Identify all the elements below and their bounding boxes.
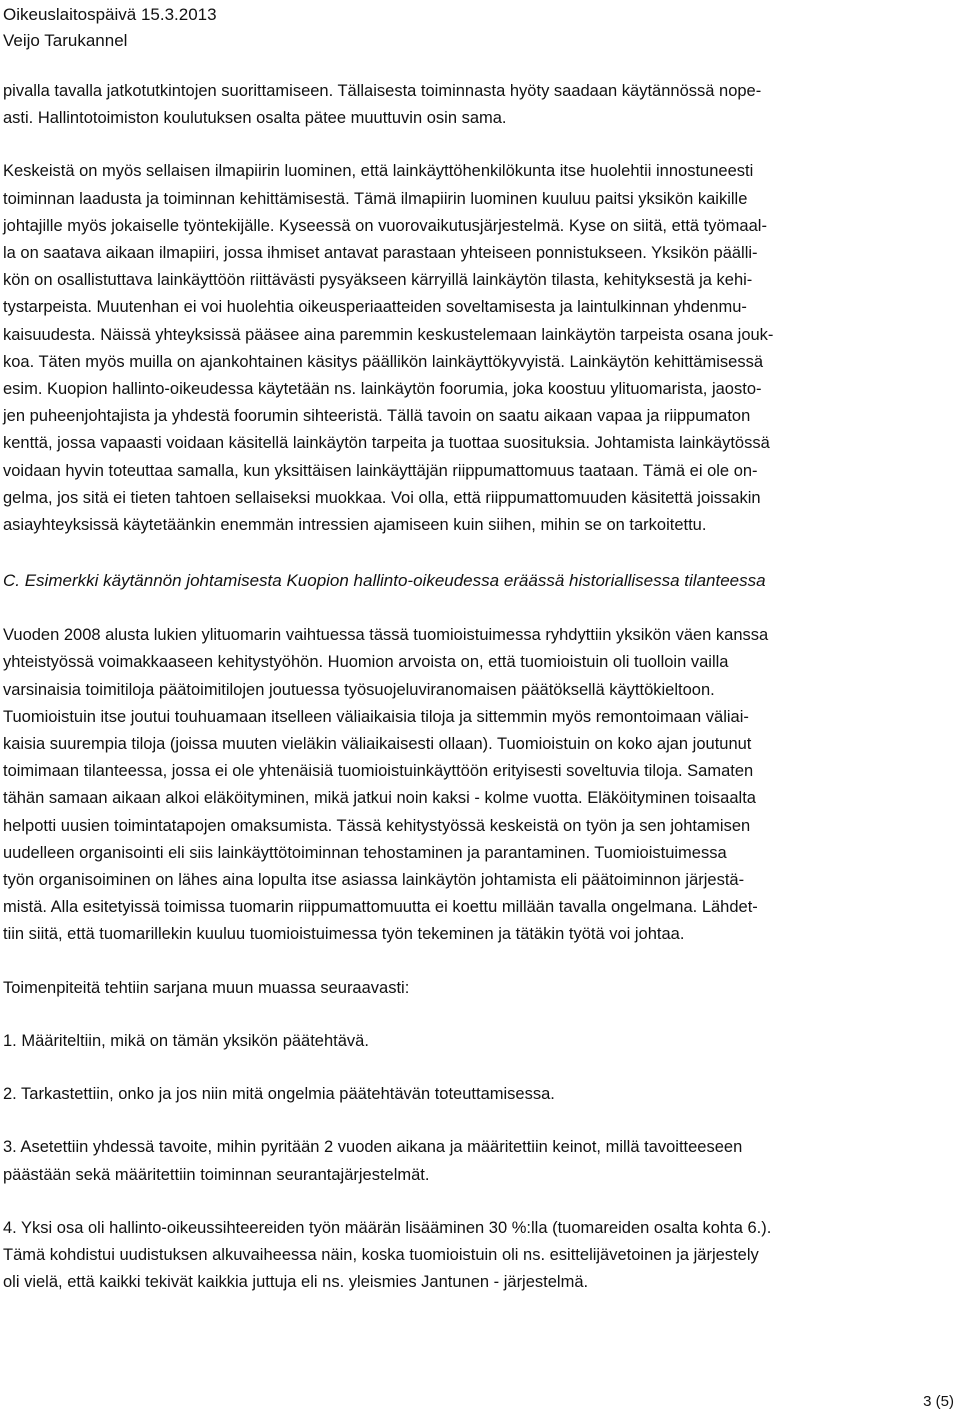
document-author: Veijo Tarukannel [3, 31, 128, 50]
list-item [3, 1081, 957, 1108]
document-body [3, 78, 957, 1296]
page-header [3, 2, 903, 54]
text-line: helpotti uusien toimintatapojen omaksumista. Tässä kehitystyössä keskeistä on työn ja sen johtamisen [3, 816, 751, 835]
list-item [3, 1028, 957, 1055]
text-line: mistä. Alla esitetyissä toimissa tuomarin riippumattomuutta ei koettu millään tavalla ongelmana. Lähdet- [3, 898, 758, 917]
text-line: asti. Hallintotoimiston koulutuksen osalta pätee muuttuvin osin sama. [3, 109, 507, 128]
text-line: 1. Määriteltiin, mikä on tämän yksikön päätehtävä. [3, 1031, 369, 1050]
text-line: varsinaisia toimitiloja päätoimitilojen joutuessa työsuojeluviranomaisen päätöksellä käyttökieltoon. [3, 680, 715, 699]
text-line: työn organisoiminen on lähes aina lopulta itse asiassa lainkäytön johtamista eli päätoiminnon järjestä- [3, 871, 745, 890]
text-line: Tuomioistuin itse joutui touhuamaan itselleen väliaikaisia tiloja ja sittemmin myös remontoimaan väliai- [3, 707, 749, 726]
paragraph-continuation [3, 78, 957, 132]
text-line: kaisia suurempia tiloja (joissa muuten vieläkin väliaikaisesti ollaan). Tuomioistuin on koko ajan joutunut [3, 735, 752, 754]
text-line: Toimenpiteitä tehtiin sarjana muun muassa seuraavasti: [3, 978, 410, 997]
section-heading: C. Esimerkki käytännön johtamisesta Kuopion hallinto-oikeudessa eräässä historiallisessa tilanteessa [3, 571, 766, 591]
text-line: oli vielä, että kaikki tekivät kaikkia juttuja eli ns. yleismies Jantunen - järjestelmä. [3, 1273, 589, 1292]
text-line: tiin siitä, että tuomarillekin kuuluu tuomioistuimessa työn tekeminen ja tätäkin työtä voi johtaa. [3, 925, 685, 944]
paragraph-history [3, 622, 957, 948]
document-title: Oikeuslaitospäivä 15.3.2013 [3, 5, 217, 24]
text-line: esim. Kuopion hallinto-oikeudessa käytetään ns. lainkäytön foorumia, joka koostuu ylituomarista, jaosto- [3, 380, 762, 399]
text-line: asiayhteyksissä käytetäänkin enemmän intressien ajamiseen kuin siihen, mihin se on tarkoitettu. [3, 516, 707, 535]
list-item [3, 1134, 957, 1188]
text-line: yhteistyössä voimakkaaseen kehitystyöhön. Huomion arvoista on, että tuomioistuin oli tuolloin vailla [3, 653, 729, 672]
text-line: la on saatava aikaan ilmapiiri, jossa ihmiset antavat parastaan yhteiseen ponnistukseen. Yksikön päälli- [3, 244, 758, 263]
text-line: voidaan hyvin toteuttaa samalla, kun yksittäisen lainkäyttäjän riippumattomuus taataan. Tämä ei ole on- [3, 461, 758, 480]
text-line: tähän samaan aikaan alkoi eläköityminen, mikä jatkui noin kaksi - kolme vuotta. Eläköityminen toisaalta [3, 789, 756, 808]
text-line: koa. Täten myös muilla on ajankohtainen käsitys päällikön lainkäyttökyvyistä. Lainkäytön kehittämisessä [3, 352, 764, 371]
text-line: Tämä kohdistui uudistuksen alkuvaiheessa näin, koska tuomioistuin oli ns. esittelijävetoinen ja järjestely [3, 1245, 759, 1264]
text-line: toimimaan tilanteessa, jossa ei ole yhtenäisiä tuomioistuinkäyttöön erityisesti soveltuvia tiloja. Samaten [3, 762, 754, 781]
paragraph-atmosphere [3, 158, 957, 539]
text-line: johtajille myös jokaiselle työntekijälle. Kyseessä on vuorovaikutusjärjestelmä. Kyse on siitä, että työmaal- [3, 216, 767, 235]
text-line: jen puheenjohtajista ja yhdestä foorumin sihteeristä. Tällä tavoin on saatu aikaan vapaa ja riippumaton [3, 407, 751, 426]
text-line: uudelleen organisointi eli siis lainkäyttötoiminnan tehostaminen ja parantaminen. Tuomioistuimessa [3, 843, 727, 862]
page-number: 3 (5) [923, 1393, 954, 1410]
text-line: päästään sekä määritettiin toiminnan seurantajärjestelmät. [3, 1165, 430, 1184]
text-line: toiminnan laadusta ja toiminnan kehittämisestä. Tämä ilmapiirin luominen kuuluu paitsi yksikön kaikille [3, 189, 748, 208]
text-line: Keskeistä on myös sellaisen ilmapiirin luominen, että lainkäyttöhenkilökunta itse huolehtii innostuneesti [3, 162, 754, 181]
text-line: pivalla tavalla jatkotutkintojen suorittamiseen. Tällaisesta toiminnasta hyöty saadaan käytännössä nope- [3, 82, 762, 100]
text-line: tystarpeista. Muutenhan ei voi huolehtia oikeusperiaatteiden soveltamisesta ja laintulkinnan yhdenmu- [3, 298, 747, 317]
paragraph-measures-intro [3, 975, 957, 1002]
text-line: kön on osallistuttava lainkäyttöön riittävästi pysyäkseen kärryillä lainkäytön tilasta, kehityksestä ja kehi- [3, 271, 753, 290]
text-line: 2. Tarkastettiin, onko ja jos niin mitä ongelmia päätehtävän toteuttamisessa. [3, 1085, 555, 1104]
text-line: kenttä, jossa vapaasti voidaan käsitellä lainkäytön tarpeita ja tuottaa suosituksia. Johtamista lainkäytössä [3, 434, 770, 453]
list-item [3, 1215, 957, 1297]
text-line: 4. Yksi osa oli hallinto-oikeussihteereiden työn määrän lisääminen 30 %:lla (tuomareiden osalta kohta 6.). [3, 1218, 772, 1237]
text-line: Vuoden 2008 alusta lukien ylituomarin vaihtuessa tässä tuomioistuimessa ryhdyttiin yksikön väen kanssa [3, 626, 769, 645]
text-line: gelma, jos sitä ei tieten tahtoen sellaiseksi muokkaa. Voi olla, että riippumattomuuden käsitettä joissakin [3, 488, 761, 507]
text-line: kaisuudesta. Näissä yhteyksissä pääsee aina paremmin keskustelemaan lainkäytön tarpeista osana jouk- [3, 325, 774, 344]
text-line: 3. Asetettiin yhdessä tavoite, mihin pyritään 2 vuoden aikana ja määritettiin keinot, millä tavoitteeseen [3, 1138, 743, 1157]
